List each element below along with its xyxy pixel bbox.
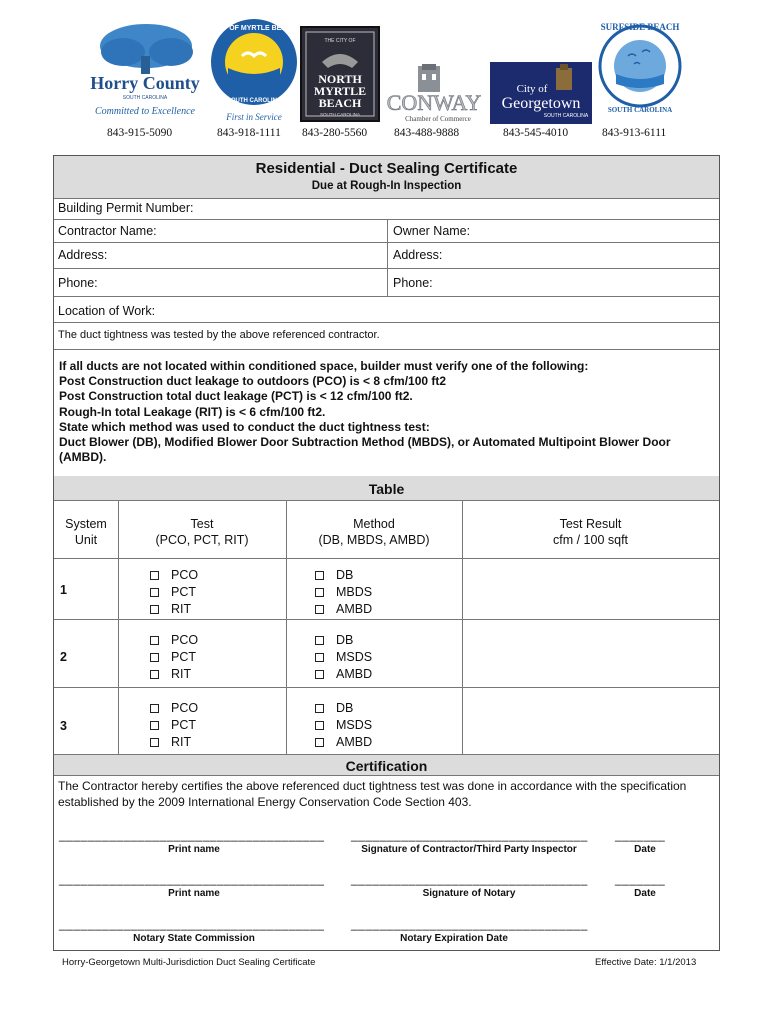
print-name-line-2[interactable]: _____________________________________ [59,872,325,886]
col-test: Test (PCO, PCT, RIT) [155,517,249,547]
svg-text:SOUTH CAROLINA: SOUTH CAROLINA [607,106,673,114]
location-of-work-label: Location of Work: [58,304,156,318]
svg-text:SOUTH CAROLINA: SOUTH CAROLINA [543,113,589,119]
contractor-name-label: Contractor Name: [58,224,157,238]
svg-text:First in Service: First in Service [226,112,282,122]
notary-expiration-label: Notary Expiration Date [400,933,508,944]
checkbox-icon[interactable] [315,738,324,747]
svg-text:CITY OF MYRTLE BEACH: CITY OF MYRTLE BEACH [211,25,297,32]
svg-text:SOUTH CAROLINA: SOUTH CAROLINA [319,112,361,117]
surfside-beach-logo [594,16,686,128]
checkbox-icon[interactable] [150,738,159,747]
row-3-test-pct[interactable]: PCT [150,717,196,734]
georgetown-phone: 843-545-4010 [503,127,569,139]
checkbox-icon[interactable] [315,704,324,713]
svg-text:SOUTH CAROLINA: SOUTH CAROLINA [226,98,282,104]
checkbox-icon[interactable] [315,588,324,597]
print-name-label-2: Print name [168,888,220,899]
notary-expiration-line[interactable]: _________________________________ [351,917,588,931]
table-divider-1 [118,501,119,755]
table-divider-3 [462,501,463,755]
row-3-test-pco[interactable]: PCO [150,700,198,717]
checkbox-icon[interactable] [315,653,324,662]
georgetown-logo [490,62,592,124]
myrtle-beach-logo [208,16,300,128]
checkbox-icon[interactable] [150,721,159,730]
certification-statement: The Contractor hereby certifies the above referenced duct tightness test was done in accordance with the specification established by the 2009 International Energy Conservation Code Section 403. [58,779,687,809]
row-1-test-rit[interactable]: RIT [150,601,191,618]
date-line-2[interactable]: _______ [615,872,666,886]
verification-notice [59,359,709,465]
svg-text:MYRTLE: MYRTLE [313,84,367,98]
notice-line-3: Post Construction total duct leakage (PCT) is < 12 cfm/100 ft2. [59,389,413,404]
conway-chamber-logo [378,62,488,126]
svg-text:City of: City of [516,83,548,95]
checkbox-icon[interactable] [315,721,324,730]
checkbox-icon[interactable] [150,636,159,645]
nmb-phone: 843-280-5560 [302,127,368,139]
duct-sealing-form [53,155,720,951]
building-permit-label: Building Permit Number: [58,201,194,215]
form-title: Residential - Duct Sealing Certificate [255,160,518,177]
row-1-test-pct[interactable]: PCT [150,584,196,601]
checkbox-icon[interactable] [150,605,159,614]
footer-effective-date: Effective Date: 1/1/2013 [595,957,697,968]
row-1-method-mbds[interactable]: MBDS [315,584,372,601]
print-name-label-1: Print name [168,844,220,855]
checkbox-icon[interactable] [150,670,159,679]
svg-text:Georgetown: Georgetown [501,95,581,112]
form-subtitle: Due at Rough-In Inspection [311,180,462,192]
date-label-2: Date [634,888,656,899]
svg-text:NORTH: NORTH [318,72,362,86]
owner-phone-label: Phone: [393,276,433,290]
checkbox-icon[interactable] [150,588,159,597]
surfside-phone: 843-913-6111 [602,127,667,139]
col-test-result: Test Result cfm / 100 sqft [552,517,629,547]
row-1-method-db[interactable]: DB [315,567,353,584]
svg-text:Horry County: Horry County [90,73,200,93]
horry-phone: 843-915-5090 [107,127,173,139]
info-column-divider [387,220,388,297]
svg-text:BEACH: BEACH [318,96,362,110]
horry-county-logo [83,18,208,130]
svg-text:Committed to Excellence: Committed to Excellence [95,106,195,117]
owner-address-label: Address: [393,248,443,262]
myrtle-phone: 843-918-1111 [217,127,281,139]
checkbox-icon[interactable] [315,670,324,679]
svg-text:SOUTH CAROLINA: SOUTH CAROLINA [122,95,168,101]
svg-text:CONWAY: CONWAY [386,90,482,115]
contractor-signature-line[interactable]: _________________________________ [351,828,588,842]
svg-text:Chamber of Commerce: Chamber of Commerce [405,115,471,123]
contractor-signature-label: Signature of Contractor/Third Party Inspector [361,844,577,855]
checkbox-icon[interactable] [315,636,324,645]
row-2-unit: 2 [60,650,67,664]
checkbox-icon[interactable] [150,653,159,662]
footer-title: Horry-Georgetown Multi-Jurisdiction Duct Sealing Certificate [62,957,316,968]
notice-line-5: State which method was used to conduct the duct tightness test: [59,419,430,434]
notice-line-6: Duct Blower (DB), Modified Blower Door Subtraction Method (MBDS), or Automated Multipoint Blower Door (AMBD). [59,435,671,465]
notice-line-1: If all ducts are not located within conditioned space, builder must verify one of the following: [59,359,589,373]
notary-commission-line[interactable]: _____________________________________ [59,917,325,931]
notary-signature-line[interactable]: _________________________________ [351,872,588,886]
row-2-test-pco[interactable]: PCO [150,632,198,649]
row-2-method-db[interactable]: DB [315,632,353,649]
table-heading: Table [368,481,405,497]
owner-name-label: Owner Name: [393,224,471,238]
print-name-line-1[interactable]: _____________________________________ [59,828,325,842]
contractor-address-label: Address: [58,248,108,262]
notice-line-2: Post Construction duct leakage to outdoors (PCO) is < 8 cfm/100 ft2 [59,374,447,389]
checkbox-icon[interactable] [315,571,324,580]
row-3-method-msds[interactable]: MSDS [315,717,372,734]
row-3-test-rit[interactable]: RIT [150,734,191,751]
checkbox-icon[interactable] [150,704,159,713]
table-divider-2 [286,501,287,755]
row-2-method-msds[interactable]: MSDS [315,649,372,666]
north-myrtle-beach-logo [300,26,380,122]
row-3-method-db[interactable]: DB [315,700,353,717]
row-1-method-ambd[interactable]: AMBD [315,601,372,618]
jurisdiction-logos [0,14,770,142]
svg-text:THE CITY OF: THE CITY OF [324,38,356,44]
row-3-unit: 3 [60,719,67,733]
conway-phone: 843-488-9888 [394,127,460,139]
tested-note: The duct tightness was tested by the above referenced contractor. [58,329,380,341]
checkbox-icon[interactable] [315,605,324,614]
certification-heading: Certification [345,758,428,774]
contractor-phone-label: Phone: [58,276,98,290]
notice-line-4: Rough-In total Leakage (RIT) is < 6 cfm/100 ft2. [59,404,326,419]
col-method: Method (DB, MBDS, AMBD) [318,517,430,547]
date-line-1[interactable]: _______ [615,828,666,842]
notary-signature-label: Signature of Notary [422,888,516,899]
col-system-unit: System Unit [65,517,107,547]
checkbox-icon[interactable] [150,571,159,580]
notary-commission-label: Notary State Commission [133,933,255,944]
row-2-test-pct[interactable]: PCT [150,649,196,666]
row-2-method-ambd[interactable]: AMBD [315,666,372,683]
date-label-1: Date [634,844,656,855]
row-1-test-pco[interactable]: PCO [150,567,198,584]
row-2-test-rit[interactable]: RIT [150,666,191,683]
row-3-method-ambd[interactable]: AMBD [315,734,372,751]
svg-text:SURFSIDE BEACH: SURFSIDE BEACH [600,22,680,32]
row-1-unit: 1 [60,583,67,597]
